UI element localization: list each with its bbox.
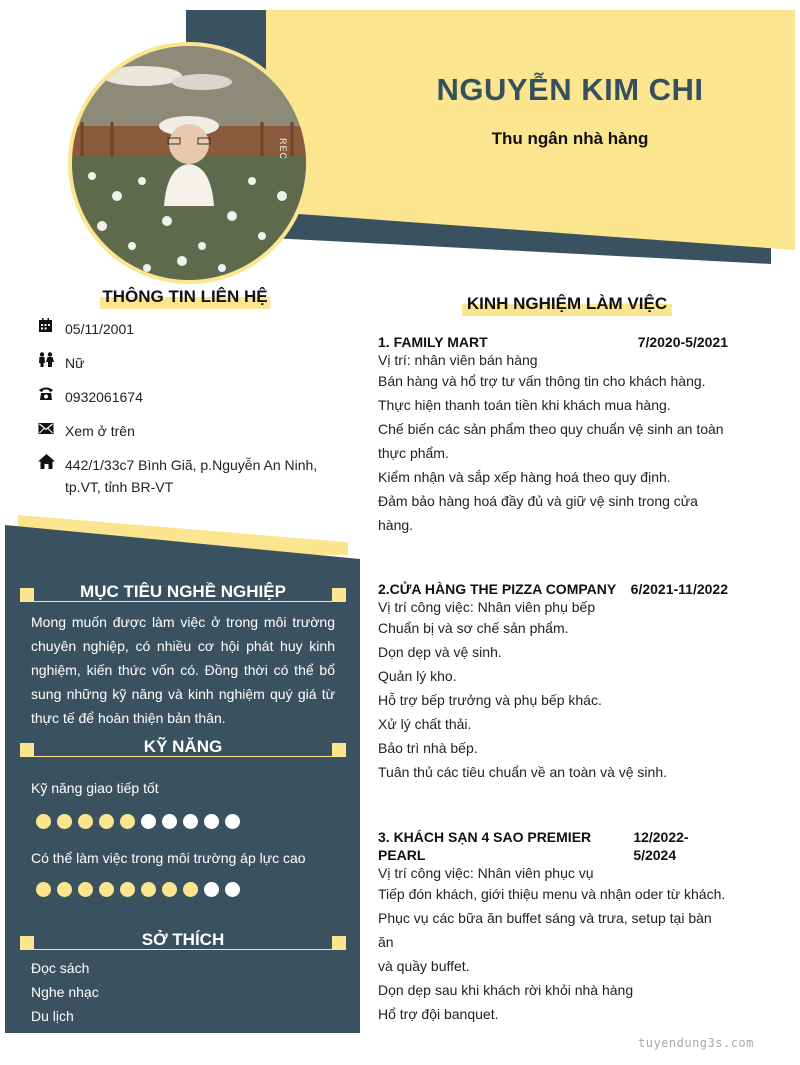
experience-item-2 [378,580,728,784]
rating-dot-filled [120,882,135,897]
skill-1-rating [36,814,240,829]
job-duty: Xử lý chất thải. [378,716,472,732]
rating-dot-empty [162,814,177,829]
job-duty: Dọn dẹp sau khi khách rời khỏi nhà hàng [378,982,634,998]
job-position: Vị trí: nhân viên bán hàng [378,352,538,368]
email-icon [38,420,65,440]
calendar-icon [38,318,65,338]
experience-item-3 [378,828,728,1026]
job-position: Vị trí công việc: Nhân viên phụ bếp [378,599,596,615]
company-name: 1. FAMILY MART [378,334,488,350]
skills-section-title: KỸ NĂNG [20,737,346,757]
profile-photo [68,42,310,284]
contact-email: Xem ở trên [38,420,338,442]
hobby-item: Nghe nhạc [31,984,99,1000]
experience-section-title: KINH NGHIỆM LÀM VIỆC [462,294,672,314]
rating-dot-filled [36,882,51,897]
company-name: 2.CỬA HÀNG THE PIZZA COMPANY [378,581,617,597]
contact-list [38,318,338,510]
gender-icon [38,352,65,372]
rating-dot-filled [183,882,198,897]
job-period: 7/2020-5/2021 [637,334,728,350]
contact-phone: 0932061674 [38,386,338,408]
rating-dot-filled [162,882,177,897]
job-duty: Chế biến các sản phẩm theo quy chuẩn vệ sinh an toàn [378,421,724,437]
job-duty: Thực hiện thanh toán tiền khi khách mua hàng. [378,397,671,413]
company-name: 3. KHÁCH SẠN 4 SAO PREMIER PEARL [378,829,592,863]
job-title: Thu ngân nhà hàng [491,129,649,148]
home-icon [38,454,65,474]
rating-dot-filled [141,882,156,897]
job-duty: Kiểm nhận và sắp xếp hàng hoá theo quy định. [378,469,671,485]
hobby-item: Đọc sách [31,960,90,976]
job-duty: Tuân thủ các tiêu chuẩn về an toàn và vệ sinh. [378,764,668,780]
job-period: 6/2021-11/2022 [630,581,728,597]
job-duty: Hỗ trợ bếp trưởng và phụ bếp khác. [378,692,602,708]
job-duty: Quản lý kho. [378,668,457,684]
rating-dot-filled [57,882,72,897]
rating-dot-filled [99,814,114,829]
rating-dot-empty [204,814,219,829]
contact-birthdate: 05/11/2001 [38,318,338,340]
contact-gender: Nữ [38,352,338,374]
skill-2-label: Có thể làm việc trong môi trường áp lực cao [31,850,306,866]
experience-item-1 [378,333,728,537]
job-duty: Hổ trợ đội banquet. [378,1006,499,1022]
rating-dot-empty [183,814,198,829]
skill-2-rating [36,882,240,897]
rating-dot-filled [78,882,93,897]
job-duty: Tiếp đón khách, giới thiệu menu và nhận oder từ khách. [378,886,726,902]
hobbies-section-title: SỞ THÍCH [20,930,346,950]
job-duty: thực phẩm. [378,445,449,461]
rating-dot-filled [99,882,114,897]
rating-dot-filled [78,814,93,829]
job-duty: Phục vụ các bữa ăn buffet sáng và trưa, setup tại bàn ăn [378,910,712,950]
skill-1-label: Kỹ năng giao tiếp tốt [31,780,159,796]
job-duty: Bán hàng và hổ trợ tư vấn thông tin cho khách hàng. [378,373,706,389]
objective-text: Mong muốn được làm việc ở trong môi trường chuyên nghiệp, có nhiều cơ hội phát huy kinh nghiệm, kiến thức vốn có. Đồng thời có thể bổ sung những kỹ năng và kinh nghiệm quý giá từ thực tế để hoàn thiện bản thân. [31,614,335,726]
rating-dot-filled [36,814,51,829]
rating-dot-filled [57,814,72,829]
contact-section-title: THÔNG TIN LIÊN HỆ [100,287,270,307]
rating-dot-filled [120,814,135,829]
job-duty: và quầy buffet. [378,958,470,974]
job-position: Vị trí công việc: Nhân viên phục vụ [378,865,594,881]
phone-icon [38,386,65,406]
job-period: 12/2022-5/2024 [633,829,689,863]
photo-rec-label: REC [278,138,288,161]
candidate-name: NGUYỄN KIM CHI [436,72,704,107]
watermark: tuyendung3s.com [638,1036,754,1050]
rating-dot-empty [204,882,219,897]
job-duty: Chuẩn bị và sơ chế sản phẩm. [378,620,569,636]
job-duty: hàng. [378,517,414,533]
hobby-item: Du lịch [31,1008,74,1024]
contact-address: 442/1/33c7 Bình Giã, p.Nguyễn An Ninh, tp.VT, tỉnh BR-VT [38,454,338,498]
job-duty: Bảo trì nhà bếp. [378,740,478,756]
job-duty: Đảm bảo hàng hoá đầy đủ và giữ vệ sinh trong cửa [378,493,698,509]
rating-dot-empty [225,882,240,897]
rating-dot-empty [225,814,240,829]
rating-dot-empty [141,814,156,829]
objective-section-title: MỤC TIÊU NGHỀ NGHIỆP [20,582,346,602]
job-duty: Dọn dẹp và vệ sinh. [378,644,502,660]
